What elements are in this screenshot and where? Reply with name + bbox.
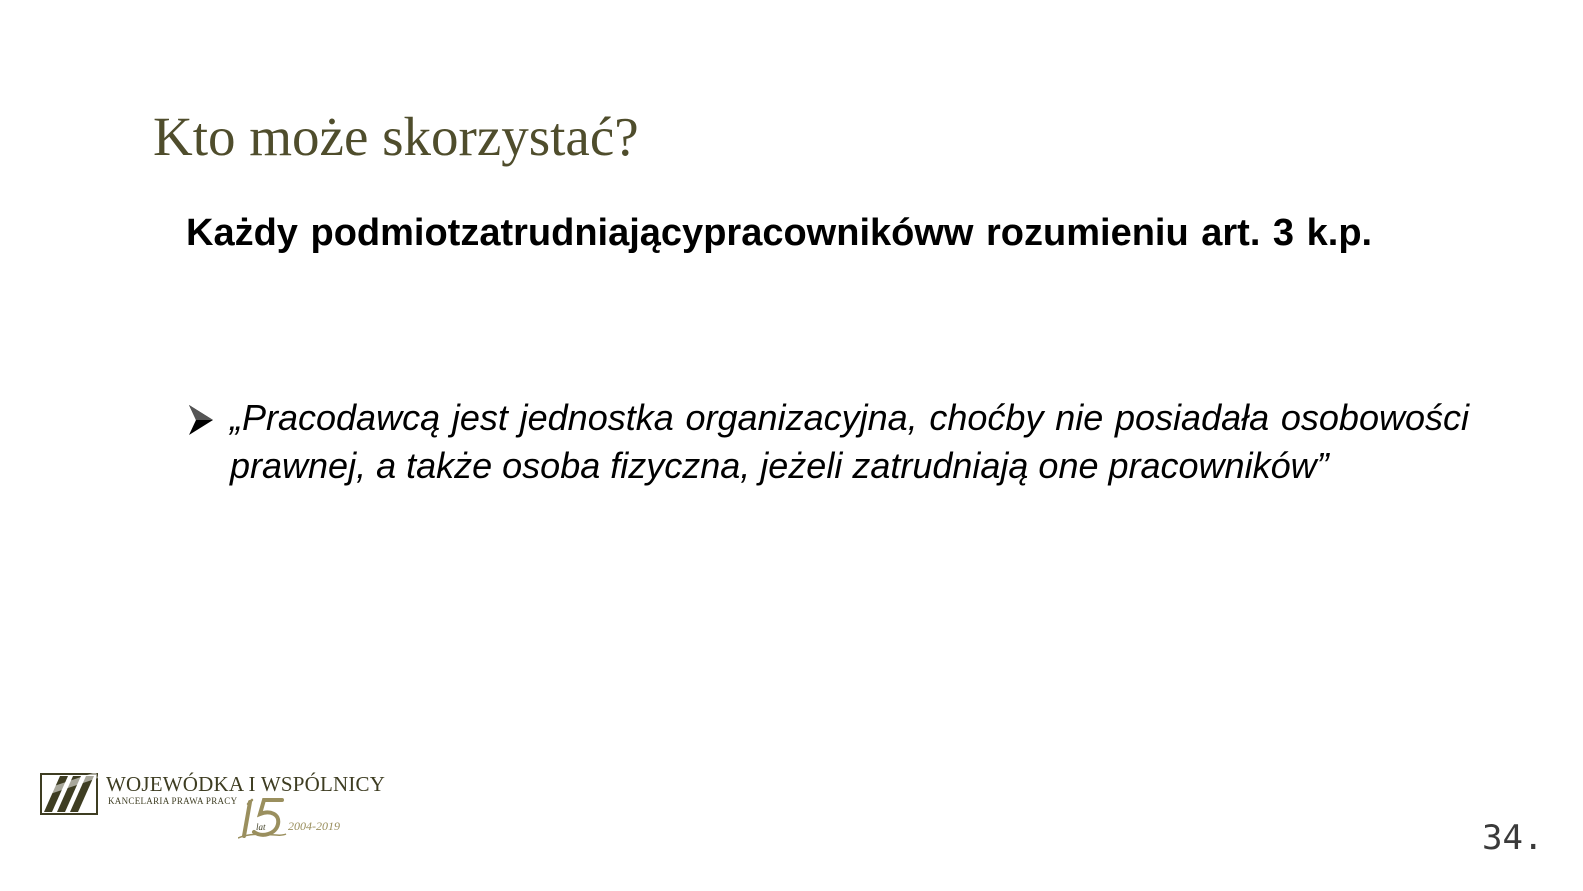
company-logo — [40, 764, 386, 844]
logo-mark-icon — [40, 768, 100, 816]
svg-text:lat: lat — [256, 822, 266, 832]
bullet-item — [186, 394, 1469, 490]
logo-company-name: WOJEWÓDKA I WSPÓLNICY — [106, 772, 386, 796]
logo-tagline: KANCELARIA PRAWA PRACY — [108, 796, 238, 806]
arrowhead-bullet-icon — [186, 402, 216, 438]
page-number: 34. — [1482, 818, 1544, 858]
logo-years: 2004-2019 — [288, 819, 340, 833]
bullet-text: „Pracodawcą jest jednostka organizacyjna, choćby nie posiadała osobowości prawnej, a także osoba fizyczna, jeżeli zatrudniają one pracowników” — [230, 397, 1469, 486]
slide-title: Kto może skorzystać? — [153, 106, 639, 167]
anniversary-15-lat-mark — [238, 794, 368, 840]
slide-subtitle: Każdy podmiotzatrudniającypracownikóww rozumieniu art. 3 k.p. — [186, 212, 1373, 254]
